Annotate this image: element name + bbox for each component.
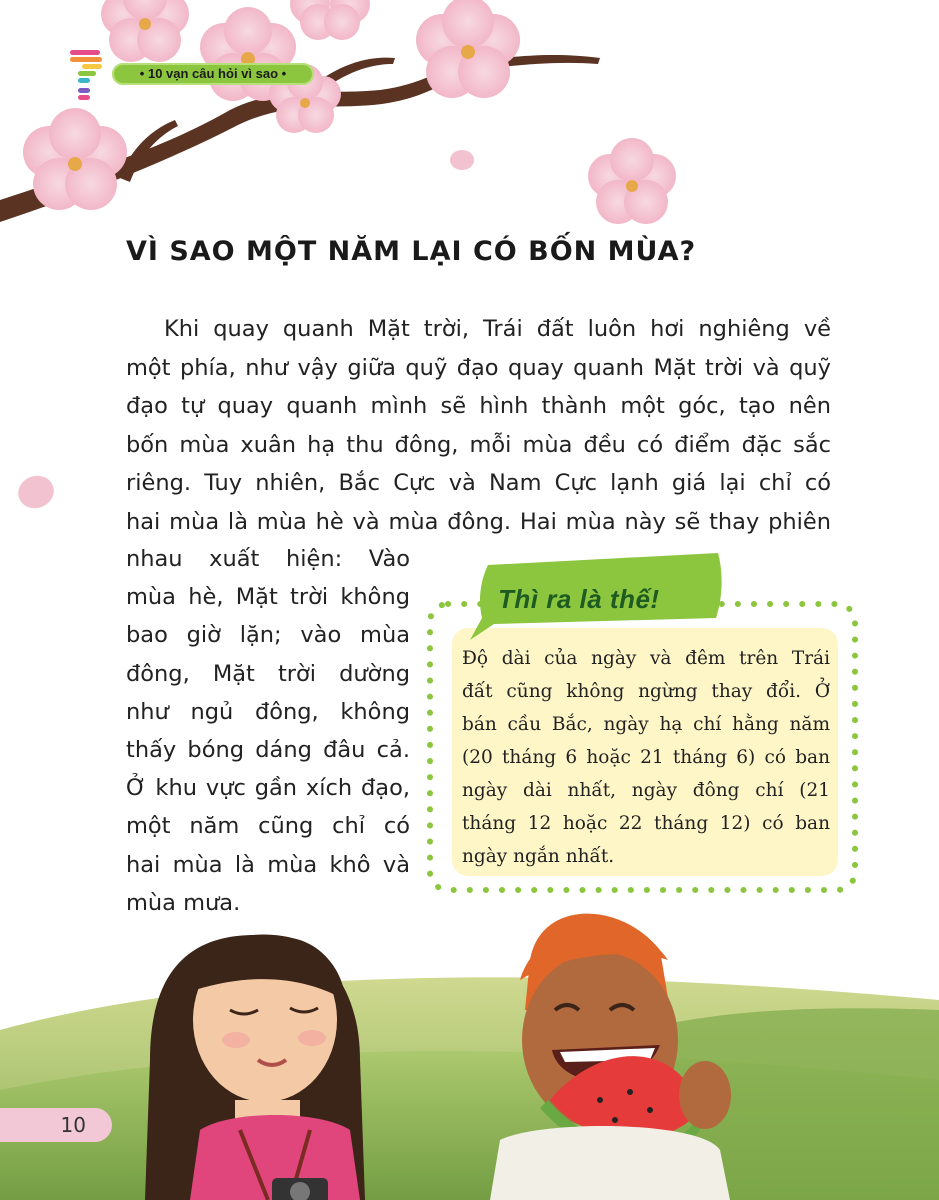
article-column-text [126, 540, 410, 922]
paragraph-line: hai mùa là mùa hè và mùa đông. Hai mùa này sẽ thay phiên [126, 508, 831, 535]
paragraph-line: riêng. Tuy nhiên, Bắc Cực và Nam Cực lạnh giá lại chỉ có [126, 470, 831, 496]
tip-box-title: Thì ra là thế! [498, 584, 660, 614]
article-paragraph [126, 310, 831, 541]
girl-illustration [145, 934, 365, 1200]
series-label: • 10 vạn câu hỏi vì sao • [112, 63, 314, 85]
tip-line: ngày dài nhất, ngày đông chí (21 [462, 780, 830, 801]
page-number: 10 [0, 1108, 112, 1142]
tip-line: Độ dài của ngày và đêm trên Trái [462, 648, 830, 669]
column-line: đông, Mặt trời dường [126, 660, 410, 687]
green-hills [0, 977, 939, 1200]
question-mark-logo [70, 50, 102, 100]
tip-line: đất cũng không ngừng thay đổi. Ở [462, 681, 830, 702]
tip-box-text [462, 642, 830, 873]
column-line: mùa hè, Mặt trời không [126, 584, 410, 611]
column-line: bao giờ lặn; vào mùa [126, 622, 410, 649]
tip-line: ngày ngắn nhất. [462, 846, 615, 867]
tip-line: bán cầu Bắc, ngày hạ chí hằng năm [462, 714, 830, 735]
column-line: một năm cũng chỉ có [126, 813, 410, 840]
paragraph-line: bốn mùa xuân hạ thu đông, mỗi mùa đều có điểm đặc sắc [126, 431, 831, 458]
paragraph-line: một phía, như vậy giữa quỹ đạo quay quanh Mặt trời và quỹ [126, 354, 831, 381]
column-line: Ở khu vực gần xích đạo, [126, 775, 410, 802]
column-line: mùa mưa. [126, 889, 241, 916]
column-line: nhau xuất hiện: Vào [126, 546, 410, 572]
column-line: như ngủ đông, không [126, 698, 410, 725]
column-line: thấy bóng dáng đâu cả. [126, 737, 410, 764]
column-line: hai mùa là mùa khô và [126, 851, 410, 878]
paragraph-line: Khi quay quanh Mặt trời, Trái đất luôn hơi nghiêng về [164, 316, 831, 342]
article-title: VÌ SAO MỘT NĂM LẠI CÓ BỐN MÙA? [126, 236, 697, 267]
paragraph-line: đạo tự quay quanh mình sẽ hình thành một góc, tạo nên [126, 393, 831, 419]
tip-line: (20 tháng 6 hoặc 21 tháng 6) có ban [462, 747, 830, 768]
tip-line: tháng 12 hoặc 22 tháng 12) có ban [462, 813, 830, 834]
